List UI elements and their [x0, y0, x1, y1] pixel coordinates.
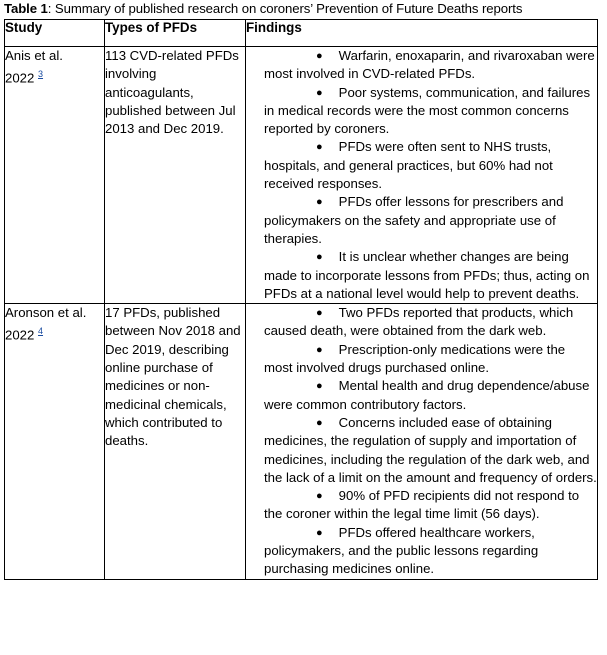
- citation-link[interactable]: 3: [38, 69, 44, 80]
- finding-text: Concerns included ease of obtaining medicines, the regulation of supply and importation of medicines, including the regulation of the dark web, and the lack of a limit on the amount and frequency of orders.: [264, 414, 597, 485]
- list-item: [246, 193, 597, 248]
- list-item: [246, 414, 597, 487]
- list-item: [246, 487, 597, 524]
- list-item: [246, 84, 597, 139]
- citation-link[interactable]: 4: [38, 326, 44, 337]
- list-item: [246, 138, 597, 193]
- study-name: Aronson et al. 2022: [5, 305, 87, 343]
- bullet-icon: ●: [316, 490, 323, 503]
- column-header-study: Study: [5, 20, 105, 47]
- finding-text: Two PFDs reported that products, which caused death, were obtained from the dark web.: [264, 305, 574, 339]
- cell-findings: [246, 47, 598, 304]
- list-item: [246, 341, 597, 378]
- list-item: [246, 377, 597, 414]
- list-item: [246, 47, 597, 84]
- table-row: [5, 304, 598, 579]
- findings-list: [246, 304, 597, 578]
- table-header-row: [5, 20, 598, 47]
- bullet-icon: ●: [316, 416, 323, 429]
- findings-list: [246, 47, 597, 303]
- table-caption-text: : Summary of published research on coroners’ Prevention of Future Deaths reports: [47, 1, 523, 16]
- bullet-icon: ●: [316, 251, 323, 264]
- bullet-icon: ●: [316, 343, 323, 356]
- table-row: [5, 47, 598, 304]
- finding-text: Warfarin, enoxaparin, and rivaroxaban were most involved in CVD-related PFDs.: [264, 48, 595, 82]
- pfd-summary-table: [4, 19, 598, 580]
- cell-types: 17 PFDs, published between Nov 2018 and Dec 2019, describing online purchase of medicines or non-medicinal chemicals, which contributed to deaths.: [105, 304, 246, 579]
- bullet-icon: ●: [316, 141, 323, 154]
- bullet-icon: ●: [316, 307, 323, 320]
- study-name: Anis et al. 2022: [5, 48, 63, 86]
- finding-text: PFDs were often sent to NHS trusts, hospitals, and general practices, but 60% had not received responses.: [264, 139, 553, 192]
- bullet-icon: ●: [316, 86, 323, 99]
- list-item: [246, 524, 597, 579]
- bullet-icon: ●: [316, 526, 323, 539]
- bullet-icon: ●: [316, 50, 323, 62]
- column-header-types: Types of PFDs: [105, 20, 246, 47]
- table-body: [5, 47, 598, 580]
- table-caption: [4, 1, 603, 17]
- cell-study: [5, 47, 105, 304]
- table-header: [5, 20, 598, 47]
- finding-text: 90% of PFD recipients did not respond to the coroner within the legal time limit (56 days).: [264, 488, 580, 522]
- bullet-icon: ●: [316, 196, 323, 209]
- finding-text: Prescription-only medications were the most involved drugs purchased online.: [264, 341, 566, 376]
- finding-text: Mental health and drug dependence/abuse were common contributory factors.: [264, 378, 590, 412]
- list-item: [246, 248, 597, 303]
- bullet-icon: ●: [316, 380, 323, 393]
- finding-text: PFDs offered healthcare workers, policymakers, and the public lessons regarding purchasing medicines online.: [264, 524, 539, 577]
- finding-text: It is unclear whether changes are being made to incorporate lessons from PFDs; thus, acting on PFDs at a national level would help to prevent deaths.: [264, 249, 590, 301]
- finding-text: PFDs offer lessons for prescribers and policymakers on the safety and appropriate use of therapies.: [264, 194, 564, 246]
- finding-text: Poor systems, communication, and failures in medical records were the most common concerns reported by coroners.: [264, 84, 591, 137]
- table-caption-label: Table 1: [4, 1, 48, 16]
- cell-study: [5, 304, 105, 579]
- list-item: [246, 304, 597, 341]
- cell-types: 113 CVD-related PFDs involving anticoagulants, published between Jul 2013 and Dec 2019.: [105, 47, 246, 304]
- column-header-findings: Findings: [246, 20, 598, 47]
- cell-findings: [246, 304, 598, 579]
